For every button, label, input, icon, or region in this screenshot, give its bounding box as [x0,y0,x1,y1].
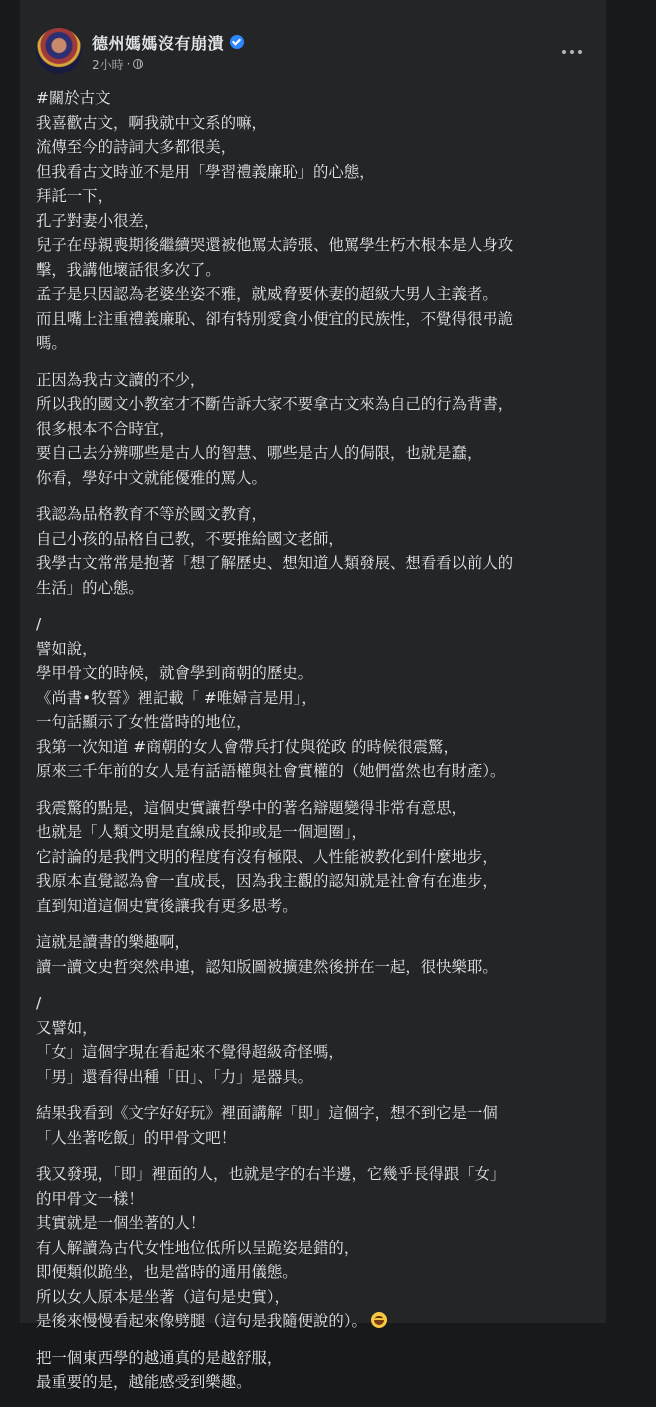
post-text-line: 孔子對妻小很差， [36,211,160,230]
post-text-line: 這就是讀書的樂趣啊， [36,933,190,951]
post-paragraph [36,1162,592,1334]
post-text-line: 兒子在母親喪期後繼續哭還被他罵太誇張、他罵學生朽木根本是人身攻 [36,236,514,254]
post-paragraph [36,930,592,979]
post-text-line: 它討論的是我們文明的程度有沒有極限、人性能被教化到什麼地步， [36,847,498,866]
post-text-line: 「人坐著吃飯」的甲骨文吧！ [36,1128,237,1147]
post-header [36,28,590,78]
post-text-line: / [36,615,42,633]
post-text-line: 我認為品格教育不等於國文教育， [36,505,267,523]
laughing-emoji-icon [371,1312,387,1328]
post-paragraph [36,991,592,1089]
post-text-line: 結果我看到《文字好好玩》裡面講解「即」這個字，想不到它是一個 [36,1104,498,1122]
post-text-line: 其實就是一個坐著的人！ [36,1214,206,1232]
post-text-line: 自己小孩的品格自己教，不要推給國文老師， [36,529,344,548]
post-text-line: 一句話顯示了女性當時的地位， [36,713,252,731]
post-text-line: 「女」這個字現在看起來不覺得超級奇怪嗎， [36,1043,344,1061]
post-text-line: / [36,994,42,1012]
post-text-line: 即便類似跪坐，也是當時的通用儀態。 [36,1263,298,1281]
post-text-line: 又譬如， [36,1018,98,1037]
post-text-line: 所以女人原本是坐著（這句是史實）， [36,1287,290,1306]
post-paragraph [36,1101,592,1150]
post-text-line: #關於古文 [36,89,111,107]
post-text-line: 所以我的國文小教室才不斷告訴大家不要拿古文來為自己的行為背書， [36,395,514,413]
post-text-line: 擊，我講他壞話很多次了。 [36,260,221,279]
post-paragraph [36,612,592,784]
more-dot-icon [578,50,582,54]
post-text-line: 我學古文常常是抱著「想了解歷史、想知道人類發展、想看看以前人的 [36,554,514,572]
post-text-line: 孟子是只因認為老婆坐姿不雅，就威脅要休妻的超級大男人主義者。 [36,285,498,303]
author-avatar[interactable] [36,28,82,74]
post-text-line: 也就是「人類文明是直線成長抑或是一個迴圈」， [36,823,367,841]
post-text-line: 但我看古文時並不是用「學習禮義廉恥」的心態， [36,162,375,181]
post-text-line: 嗎。 [36,334,67,352]
post-text-line: 我原本直覺認為會一直成長，因為我主觀的認知就是社會有在進步， [36,872,498,890]
post-paragraph [36,86,592,356]
more-dot-icon [562,50,566,54]
post-text-line: 學甲骨文的時候，就會學到商朝的歷史。 [36,664,314,682]
post-text-line: 你看，學好中文就能優雅的罵人。 [36,468,267,487]
globe-icon[interactable] [133,59,143,69]
verified-badge-icon [230,35,244,49]
post-text-line: 的甲骨文一樣！ [36,1189,144,1208]
post-text-line: 最重要的是，越能感受到樂趣。 [36,1373,252,1391]
post-text-line: 流傳至今的詩詞大多都很美， [36,138,237,156]
meta-separator: · [126,57,131,71]
post-text-line: 有人解讀為古代女性地位低所以呈跪姿是錯的， [36,1238,360,1257]
post-text-line: 我喜歡古文，啊我就中文系的嘛， [36,113,267,132]
post-text-line: 很多根本不合時宜， [36,419,175,438]
post-paragraph [36,502,592,600]
post-paragraph [36,1346,592,1395]
post-text-line: 我震驚的點是，這個史實讓哲學中的著名辯題變得非常有意思， [36,798,467,817]
post-text-line: 把一個東西學的越通真的是越舒服， [36,1348,283,1367]
post-text-line: 要自己去分辨哪些是古人的智慧、哪些是古人的侷限，也就是蠢， [36,444,483,462]
post-timestamp[interactable]: 2小時 [92,57,124,72]
post-body [36,86,592,1407]
post-paragraph [36,796,592,919]
post-meta [92,56,143,72]
post-text-line: 原來三千年前的女人是有話語權與社會實權的（她們當然也有財產）。 [36,762,506,780]
post-text-line: 讀一讀文史哲突然串連，認知版圖被擴建然後拼在一起，很快樂耶。 [36,957,498,976]
post-text-line: 我又發現，「即」裡面的人，也就是字的右半邊，它幾乎長得跟「女」 [36,1165,506,1183]
author-name[interactable]: 德州媽媽沒有崩潰 [92,33,225,53]
post-text-line: 生活」的心態。 [36,578,144,597]
post-paragraph [36,368,592,491]
post-text-line: 拜託一下， [36,187,113,205]
post-text-line: 我第一次知道 #商朝的女人會帶兵打仗與從政 的時候很震驚， [36,737,459,756]
post-text-line: 直到知道這個史實後讓我有更多思考。 [36,896,298,915]
post-card [20,0,606,1391]
post-text-line: 正因為我古文讀的不少， [36,370,206,389]
post-text-line: 是後來慢慢看起來像劈腿（這句是我隨便說的）。 [36,1309,592,1334]
post-text-line: 而且嘴上注重禮義廉恥、卻有特別愛貪小便宜的民族性，不覺得很弔詭 [36,309,514,328]
post-text-line: 「男」還看得出種「田」、「力」是器具。 [36,1067,314,1086]
post-text-line: 譬如說， [36,639,98,658]
post-text-line: 《尚書•牧誓》裡記載「 #唯婦言是用」， [36,688,317,707]
more-dot-icon [570,50,574,54]
author-name-row [92,31,244,53]
more-options-button[interactable] [554,34,590,70]
